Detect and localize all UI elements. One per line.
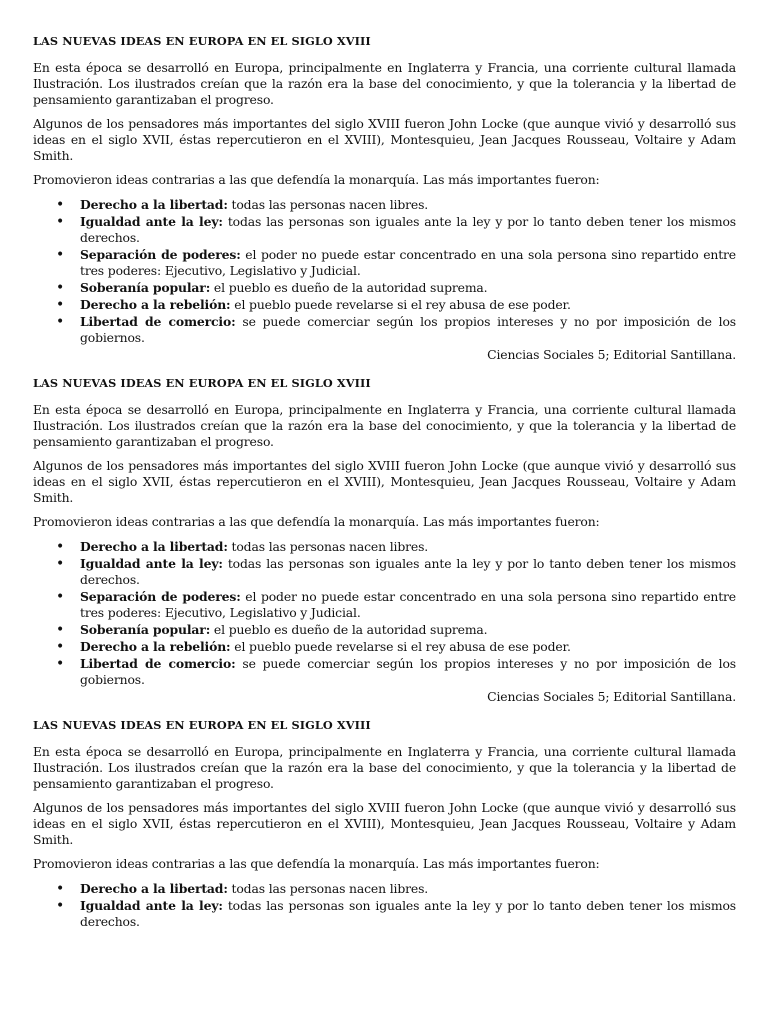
list-item xyxy=(56,589,736,621)
list-item-term: Derecho a la rebelión: xyxy=(80,639,231,654)
list-item-term: Derecho a la rebelión: xyxy=(80,297,231,312)
bullet-icon: • xyxy=(56,556,65,572)
list-item-term: Libertad de comercio: xyxy=(80,314,236,329)
bullet-icon: • xyxy=(56,539,65,555)
bullet-icon: • xyxy=(56,297,65,313)
list-item xyxy=(56,297,736,313)
list-item-term: Separación de poderes: xyxy=(80,589,241,604)
paragraph-ilustracion: En esta época se desarrolló en Europa, principalmente en Inglaterra y Francia, una corriente cultural llamada Ilustración. Los ilustrados creían que la razón era la base del conocimiento, y que la tolerancia y la libertad de pensamiento garantizaban el progreso. xyxy=(33,60,736,107)
list-item xyxy=(56,214,736,246)
list-item-text: todas las personas nacen libres. xyxy=(227,539,429,554)
list-item-text: el pueblo es dueño de la autoridad suprema. xyxy=(210,622,488,637)
list-item-term: Igualdad ante la ley: xyxy=(80,214,223,229)
list-item-text: el poder no puede estar concentrado en una sola persona sino repartido entre tres poderes: Ejecutivo, Legislativo y Judicial. xyxy=(80,589,736,620)
ideas-list xyxy=(33,197,736,346)
list-item-term: Derecho a la libertad: xyxy=(80,197,228,212)
list-item-text: el poder no puede estar concentrado en una sola persona sino repartido entre tres poderes: Ejecutivo, Legislativo y Judicial. xyxy=(80,247,736,278)
bullet-icon: • xyxy=(56,881,65,897)
list-item-text: el pueblo es dueño de la autoridad suprema. xyxy=(210,280,488,295)
bullet-icon: • xyxy=(56,898,65,914)
list-item xyxy=(56,622,736,638)
list-item xyxy=(56,656,736,688)
list-item-text: se puede comerciar según los propios intereses y no por imposición de los gobiernos. xyxy=(80,656,736,687)
paragraph-ilustracion: En esta época se desarrolló en Europa, principalmente en Inglaterra y Francia, una corriente cultural llamada Ilustración. Los ilustrados creían que la razón era la base del conocimiento, y que la tolerancia y la libertad de pensamiento garantizaban el progreso. xyxy=(33,744,736,791)
section-title: LAS NUEVAS IDEAS EN EUROPA EN EL SIGLO XVIII xyxy=(33,34,371,48)
bullet-icon: • xyxy=(56,314,65,330)
list-item-term: Separación de poderes: xyxy=(80,247,241,262)
paragraph-pensadores: Algunos de los pensadores más importantes del siglo XVIII fueron John Locke (que aunque vivió y desarrolló sus ideas en el siglo XVII, éstas repercutieron en el XVIII), Montesquieu, Jean Jacques Rousseau, Voltaire y Adam Smith. xyxy=(33,458,736,505)
bullet-icon: • xyxy=(56,247,65,263)
bullet-icon: • xyxy=(56,622,65,638)
bullet-icon: • xyxy=(56,589,65,605)
list-item-text: todas las personas nacen libres. xyxy=(227,197,429,212)
paragraph-intro: Promovieron ideas contrarias a las que defendía la monarquía. Las más importantes fueron: xyxy=(33,172,600,187)
list-item-term: Derecho a la libertad: xyxy=(80,539,228,554)
list-item xyxy=(56,881,736,897)
list-item-term: Soberanía popular: xyxy=(80,622,211,637)
list-item-term: Derecho a la libertad: xyxy=(80,881,228,896)
bullet-icon: • xyxy=(56,639,65,655)
list-item xyxy=(56,898,736,930)
list-item xyxy=(56,247,736,279)
paragraph-intro: Promovieron ideas contrarias a las que defendía la monarquía. Las más importantes fueron: xyxy=(33,514,600,529)
bullet-icon: • xyxy=(56,656,65,672)
bullet-icon: • xyxy=(56,280,65,296)
paragraph-intro: Promovieron ideas contrarias a las que defendía la monarquía. Las más importantes fueron: xyxy=(33,856,600,871)
section-title: LAS NUEVAS IDEAS EN EUROPA EN EL SIGLO XVIII xyxy=(33,376,371,390)
list-item xyxy=(56,556,736,588)
ideas-list xyxy=(33,881,736,930)
list-item xyxy=(56,280,736,296)
paragraph-pensadores: Algunos de los pensadores más importantes del siglo XVIII fueron John Locke (que aunque vivió y desarrolló sus ideas en el siglo XVII, éstas repercutieron en el XVIII), Montesquieu, Jean Jacques Rousseau, Voltaire y Adam Smith. xyxy=(33,800,736,847)
document-page xyxy=(33,33,736,931)
ideas-list xyxy=(33,539,736,688)
list-item xyxy=(56,639,736,655)
list-item-text: todas las personas nacen libres. xyxy=(227,881,429,896)
bullet-icon: • xyxy=(56,214,65,230)
list-item-term: Libertad de comercio: xyxy=(80,656,236,671)
list-item xyxy=(56,539,736,555)
list-item-term: Igualdad ante la ley: xyxy=(80,898,223,913)
bullet-icon: • xyxy=(56,197,65,213)
list-item-text: el pueblo puede revelarse si el rey abusa de ese poder. xyxy=(230,639,571,654)
list-item xyxy=(56,314,736,346)
list-item-text: todas las personas son iguales ante la ley y por lo tanto deben tener los mismos derechos. xyxy=(80,214,736,245)
text-block-1 xyxy=(33,33,736,363)
list-item-term: Soberanía popular: xyxy=(80,280,211,295)
text-block-2 xyxy=(33,375,736,705)
text-block-3 xyxy=(33,717,736,930)
source-citation: Ciencias Sociales 5; Editorial Santillana. xyxy=(487,689,736,704)
list-item-text: todas las personas son iguales ante la ley y por lo tanto deben tener los mismos derechos. xyxy=(80,898,736,929)
paragraph-ilustracion: En esta época se desarrolló en Europa, principalmente en Inglaterra y Francia, una corriente cultural llamada Ilustración. Los ilustrados creían que la razón era la base del conocimiento, y que la tolerancia y la libertad de pensamiento garantizaban el progreso. xyxy=(33,402,736,449)
source-citation: Ciencias Sociales 5; Editorial Santillana. xyxy=(487,347,736,362)
list-item-text: el pueblo puede revelarse si el rey abusa de ese poder. xyxy=(230,297,571,312)
section-title: LAS NUEVAS IDEAS EN EUROPA EN EL SIGLO XVIII xyxy=(33,718,371,732)
list-item-text: se puede comerciar según los propios intereses y no por imposición de los gobiernos. xyxy=(80,314,736,345)
list-item-term: Igualdad ante la ley: xyxy=(80,556,223,571)
list-item-text: todas las personas son iguales ante la ley y por lo tanto deben tener los mismos derechos. xyxy=(80,556,736,587)
paragraph-pensadores: Algunos de los pensadores más importantes del siglo XVIII fueron John Locke (que aunque vivió y desarrolló sus ideas en el siglo XVII, éstas repercutieron en el XVIII), Montesquieu, Jean Jacques Rousseau, Voltaire y Adam Smith. xyxy=(33,116,736,163)
list-item xyxy=(56,197,736,213)
